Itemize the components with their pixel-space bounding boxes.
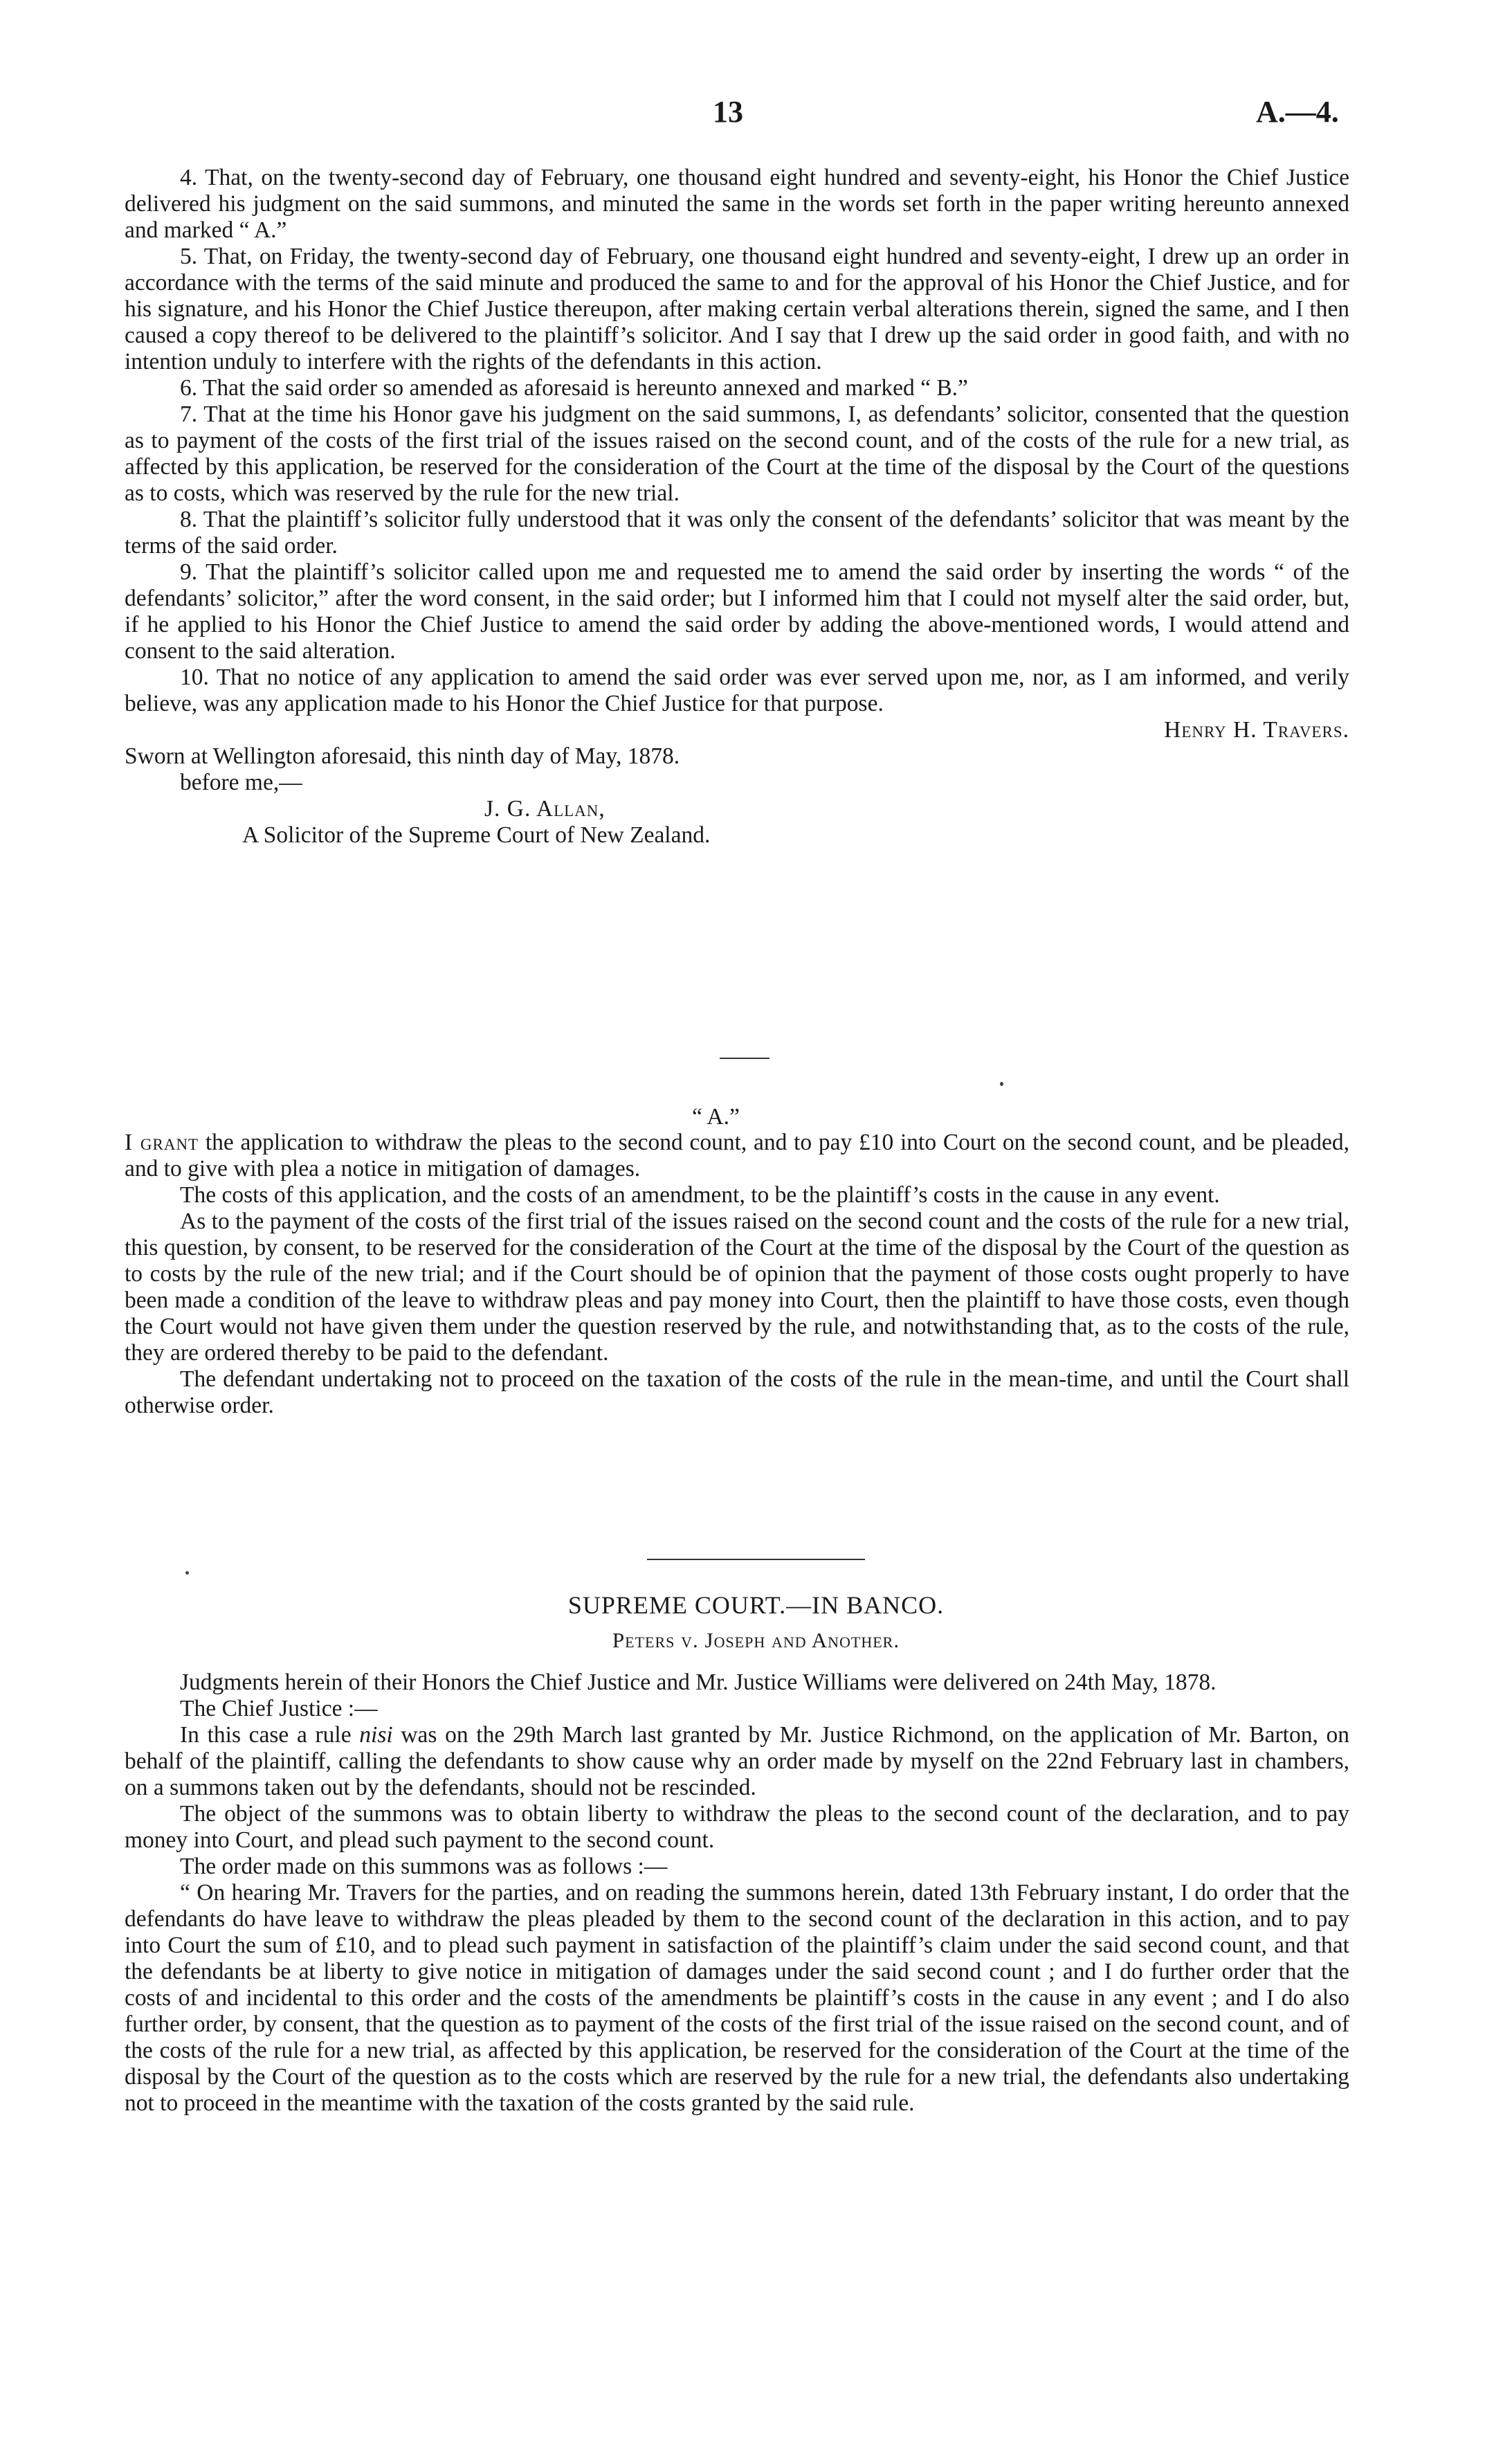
affidavit-paragraph-9: 9. That the plaintiff’s solicitor called upon me and requested me to amend the said order by inserting the words “ of the defendants’ solicitor,” after the word consent, in the said order; but I informed him that I could not myself alter the said order, but, if he applied to his Honor the Chief Justice to amend the said order by adding the above-mentioned words, I would attend and consent to the said alteration. bbox=[125, 559, 1349, 664]
print-speck bbox=[1000, 1082, 1003, 1086]
page-number: 13 bbox=[713, 95, 743, 129]
judgment-p1-italic: nisi bbox=[359, 1722, 393, 1748]
annex-a-paragraph-1-text: the application to withdraw the pleas to the second count, and to pay £10 into Court on the second count, and be pleaded, and to give with plea a notice in mitigation of damages. bbox=[125, 1130, 1349, 1182]
affidavit-paragraph-4: 4. That, on the twenty-second day of February, one thousand eight hundred and seventy-eight, his Honor the Chief Justice delivered his judgment on the said summons, and minuted the same in the words set forth in the paper writing hereunto annexed and marked “ A.” bbox=[125, 165, 1349, 243]
print-speck-2 bbox=[185, 1571, 189, 1575]
annex-mark: “ A.” bbox=[692, 1104, 740, 1130]
judgment-speaker: The Chief Justice :— bbox=[180, 1696, 378, 1721]
affidavit-paragraph-6: 6. That the said order so amended as aforesaid is hereunto annexed and marked “ B.” bbox=[180, 375, 968, 401]
affidavit-body bbox=[125, 165, 1349, 849]
case-title: Peters v. Joseph and Another. bbox=[612, 1628, 900, 1652]
annex-a-body bbox=[125, 1130, 1349, 1419]
judgment-p1-before: In this case a rule bbox=[180, 1722, 360, 1748]
affidavit-paragraph-7: 7. That at the time his Honor gave his judgment on the said summons, I, as defendants’ solicitor, consented that the question as to payment of the costs of the first trial of the issues raised on the second count, and of the costs of the rule for a new trial, as affected by this application, be reserved for the consideration of the Court at the time of the disposal by the Court of the questions as to costs, which was reserved by the rule for the new trial. bbox=[125, 401, 1349, 506]
deponent-signature: Henry H. Travers. bbox=[1164, 717, 1349, 743]
judgment-paragraph-1 bbox=[125, 1722, 1349, 1801]
section-divider-long bbox=[647, 1559, 865, 1560]
jurat-name bbox=[125, 796, 1349, 822]
affidavit-paragraph-5: 5. That, on Friday, the twenty-second day of February, one thousand eight hundred and seventy-eight, I drew up an order in accordance with the terms of the said minute and produced the same to and for the approval of his Honor the Chief Justice, and for his signature, and his Honor the Chief Justice thereupon, after making certain verbal alterations therein, signed the same, and I then caused a copy thereof to be delivered to the plaintiff’s solicitor. And I say that I drew up the said order in good faith, and with no intention unduly to interfere with the rights of the defendants in this action. bbox=[125, 244, 1349, 374]
annex-a-paragraph-4: The defendant undertaking not to proceed on the taxation of the costs of the rule in the mean-time, and until the Court shall otherwise order. bbox=[125, 1366, 1349, 1418]
judgment-paragraph-2: The object of the summons was to obtain liberty to withdraw the pleas to the second count of the declaration, and to pay money into Court, and plead such payment to the second count. bbox=[125, 1801, 1349, 1853]
jurat-before-me: before me,— bbox=[180, 770, 302, 795]
section-divider-short bbox=[720, 1058, 769, 1059]
judgment-intro: Judgments herein of their Honors the Chief Justice and Mr. Justice Williams were delivered on 24th May, 1878. bbox=[180, 1669, 1217, 1695]
document-reference: A.—4. bbox=[1256, 95, 1339, 129]
jurat-sworn: Sworn at Wellington aforesaid, this ninth day of May, 1878. bbox=[125, 743, 680, 769]
grant-word: I grant bbox=[125, 1130, 199, 1155]
judgment-paragraph-4: “ On hearing Mr. Travers for the parties, and on reading the summons herein, dated 13th February instant, I do order that the defendants do have leave to withdraw the pleas pleaded by them to the second count of the declaration in this action, and to pay into Court the sum of £10, and to plead such payment in satisfaction of the plaintiff’s claim under the said second count, and that the defendants be at liberty to give notice in mitigation of damages under the said second count ; and I do further order that the costs of and incidental to this order and the costs of the amendments be plaintiff’s costs in the cause in any event ; and I do also further order, by consent, that the question as to payment of the costs of the first trial of the issue raised on the second count, and of the costs of the rule for a new trial, as affected by this application, be reserved for the consideration of the Court at the time of the disposal by the Court of the question as to the costs which are reserved by the rule for a new trial, the defendants also undertaking not to proceed in the meantime with the taxation of the costs granted by the said rule. bbox=[125, 1880, 1349, 2116]
annex-a-paragraph-1 bbox=[125, 1130, 1349, 1182]
court-title: SUPREME COURT.—IN BANCO. bbox=[567, 1591, 945, 1619]
judgment-paragraph-3: The order made on this summons was as follows :— bbox=[180, 1854, 668, 1879]
jurat-name-text: J. G. Allan, bbox=[484, 796, 605, 822]
judgment-body bbox=[125, 1669, 1349, 2117]
affidavit-paragraph-8: 8. That the plaintiff’s solicitor fully understood that it was only the consent of the defendants’ solicitor that was meant by the terms of the said order. bbox=[125, 507, 1349, 559]
annex-a-paragraph-3: As to the payment of the costs of the first trial of the issues raised on the second count and the costs of the rule for a new trial, this question, by consent, to be reserved for the consideration of the Court at the time of the disposal by the Court of the question as to costs by the rule of the new trial; and if the Court should be of opinion that the payment of those costs ought properly to have been made a condition of the leave to withdraw pleas and pay money into Court, then the plaintiff to have those costs, even though the Court would not have given them under the question reserved by the rule, and notwithstanding that, as to the costs of the rule, they are ordered thereby to be paid to the defendant. bbox=[125, 1209, 1349, 1366]
judgment-p1-after: was on the 29th March last granted by Mr. Justice Richmond, on the application of Mr. Barton, on behalf of the plaintiff, calling the defendants to show cause why an order made by myself on the 22nd February last in chambers, on a summons taken out by the defendants, should not be rescinded. bbox=[125, 1722, 1349, 1800]
affidavit-paragraph-10: 10. That no notice of any application to amend the said order was ever served upon me, nor, as I am informed, and verily believe, was any application made to his Honor the Chief Justice for that purpose. bbox=[125, 664, 1349, 716]
annex-a-paragraph-2: The costs of this application, and the costs of an amendment, to be the plaintiff’s costs in the cause in any event. bbox=[180, 1182, 1220, 1208]
jurat-title: A Solicitor of the Supreme Court of New Zealand. bbox=[242, 822, 711, 848]
